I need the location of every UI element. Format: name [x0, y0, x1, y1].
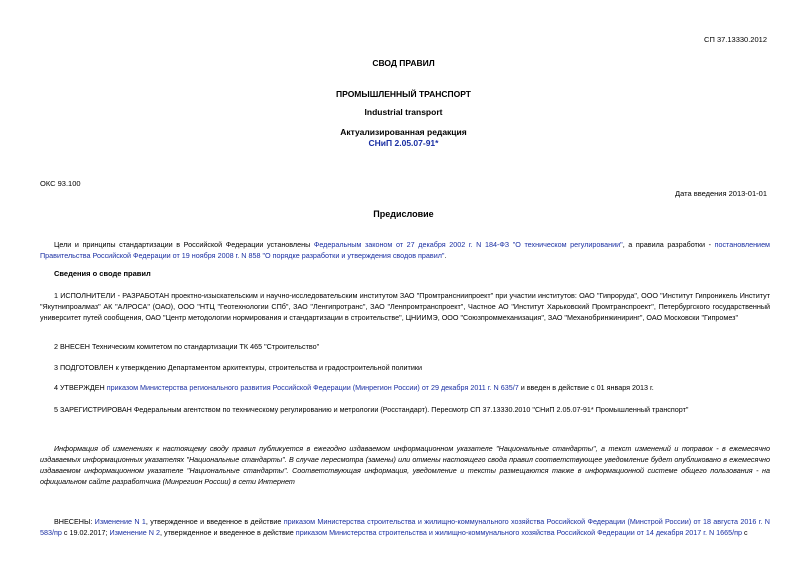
amend-text: ВНЕСЕНЫ:: [54, 517, 95, 526]
info-note-paragraph: Информация об изменениях к настоящему своду правил публикуется в ежегодно издаваемом информационном указателе "Национальные стандарты", а текст изменений и поправок - в ежемесячно издаваемых информационных указателях "Национальные стандарты". В случае пересмотра (замены) или отмены настоящего свода правил соответствующее уведомление будет опубликовано в ежемесячно издаваемом информационном указателе "Национальные стандарты". Соответствующая информация, уведомление и тексты размещаются также в информационной системе общего пользования - на официальном сайте разработчика (Минрегион России) в сети Интернет: [40, 444, 770, 486]
snip-link[interactable]: СНиП 2.05.07-91*: [368, 138, 439, 148]
amendments-paragraph: [40, 516, 770, 538]
government-decree-link[interactable]: постановлением Правительства Российской Федерации от 19 ноября 2008 г. N 858 "О порядке разработки и утверждения сводов правил": [40, 240, 771, 260]
doc-code: СП 37.13330.2012: [704, 35, 767, 44]
item-4-text: 4 УТВЕРЖДЕН: [54, 383, 107, 392]
doc-type-title: СВОД ПРАВИЛ: [372, 58, 435, 68]
edition-label: Актуализированная редакция: [340, 127, 467, 137]
amend-text: с: [742, 528, 748, 537]
preface-text: Цели и принципы стандартизации в Российской Федерации установлены: [54, 240, 314, 249]
preface-text: .: [444, 251, 447, 260]
amend-text: , утвержденное и введенное в действие: [159, 528, 296, 537]
amendment-2-link[interactable]: Изменение N 2: [109, 528, 160, 537]
info-heading: Сведения о своде правил: [54, 269, 151, 278]
amend-text: с 19.02.2017;: [61, 528, 110, 537]
minstroy-order-2016-link[interactable]: приказом Министерства строительства и жилищно-коммунального хозяйства Российской Федерации (Минстрой России) от 18 августа 2016 г. N 583/пр: [40, 517, 770, 537]
intro-date: Дата введения 2013-01-01: [675, 189, 767, 198]
doc-subject-title: ПРОМЫШЛЕННЫЙ ТРАНСПОРТ: [336, 89, 471, 99]
oks-code: ОКС 93.100: [40, 179, 81, 188]
preface-text: , а правила разработки -: [622, 240, 715, 249]
preface-heading: Предисловие: [373, 209, 434, 219]
minregion-order-link[interactable]: приказом Министерства регионального развития Российской Федерации (Минрегион России) от 29 декабря 2011 г. N 635/7: [106, 383, 519, 392]
item-2-paragraph: 2 ВНЕСЕН Техническим комитетом по стандартизации ТК 465 "Строительство": [54, 342, 320, 351]
federal-law-link[interactable]: Федеральным законом от 27 декабря 2002 г. N 184-ФЗ "О техническом регулировании": [313, 240, 623, 249]
item-4-paragraph: [54, 382, 770, 393]
doc-subject-en: Industrial transport: [364, 107, 443, 117]
minstroy-order-2017-link[interactable]: приказом Министерства строительства и жилищно-коммунального хозяйства Российской Федерации от 14 декабря 2017 г. N 1665/пр: [295, 528, 743, 537]
amendment-1-link[interactable]: Изменение N 1: [94, 517, 146, 526]
item-3-paragraph: 3 ПОДГОТОВЛЕН к утверждению Департаментом архитектуры, строительства и градостроительной политики: [54, 363, 423, 372]
item-1-paragraph: 1 ИСПОЛНИТЕЛИ - РАЗРАБОТАН проектно-изыскательским и научно-исследовательским институтом ЗАО "Промтрансниипроект" при участии институтов: ОАО "Гипроруда", ООО "Институт Гипроникель Институт "Якутнипроалмаз" АК "АЛРОСА" (ОАО), ООО "НТЦ "Геотехнологии СПб", ЗАО "Ленгипротранс", ЗАО "Ленпромтранспроект", Частное АО "Институт Харьковский Промтранспроект", Петербургского государственный университет путей сообщения, ОАО "Центр методологии нормирования и стандартизации в строительстве", ЦНИИМЭ, ООО "Союзпроммеханизация", ЗАО "Механобринжиниринг", ОАО Московски "Гипромез": [40, 291, 770, 322]
item-4-text: и введен в действие с 01 января 2013 г.: [518, 383, 654, 392]
preface-paragraph: [40, 239, 770, 261]
item-5-paragraph: 5 ЗАРЕГИСТРИРОВАН Федеральным агентством по техническому регулированию и метрологии (Росстандарт). Пересмотр СП 37.13330.2010 "СНиП 2.05.07-91* Промышленный транспорт": [54, 405, 689, 414]
amend-text: , утвержденное и введенное в действие: [145, 517, 284, 526]
